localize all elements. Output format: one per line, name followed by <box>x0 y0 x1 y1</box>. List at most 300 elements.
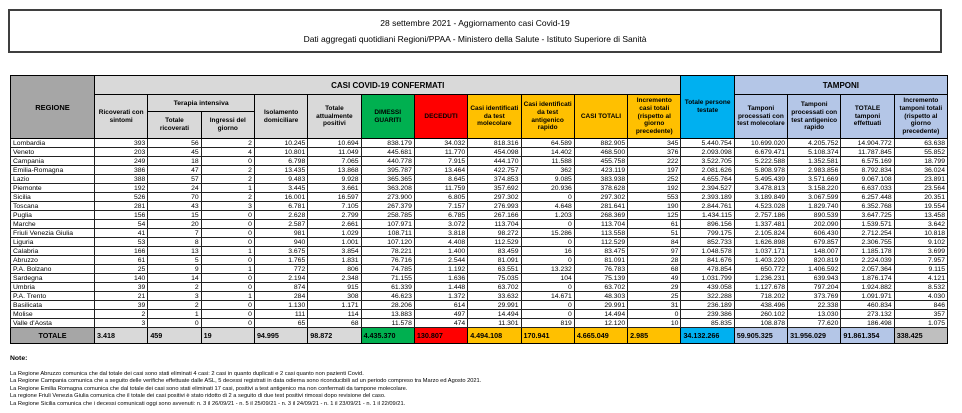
value-cell: 818.316 <box>468 139 521 148</box>
value-cell: 12.120 <box>574 319 627 328</box>
value-cell: 9.102 <box>894 238 947 247</box>
group-header-tamponi: TAMPONI <box>734 76 947 95</box>
value-cell: 852.733 <box>681 238 734 247</box>
value-cell: 378.628 <box>574 184 627 193</box>
value-cell: 249 <box>95 157 148 166</box>
value-cell: 9.928 <box>308 175 361 184</box>
table-row <box>11 265 948 274</box>
value-cell: 252 <box>628 175 681 184</box>
value-cell: 497 <box>414 310 467 319</box>
value-cell: 9.483 <box>254 175 307 184</box>
value-cell: 0 <box>201 301 254 310</box>
column-header-ti-totale: Totale ricoverati <box>148 112 201 139</box>
value-cell: 1.539.571 <box>841 220 894 229</box>
value-cell: 357.692 <box>468 184 521 193</box>
value-cell: 0 <box>521 283 574 292</box>
totale-label: TOTALE <box>11 328 95 344</box>
value-cell: 3.478.813 <box>734 184 787 193</box>
value-cell: 83.459 <box>468 247 521 256</box>
value-cell: 84 <box>628 238 681 247</box>
value-cell: 15.286 <box>521 229 574 238</box>
value-cell: 1.091.971 <box>841 292 894 301</box>
value-cell: 5.222.588 <box>734 157 787 166</box>
value-cell: 276.993 <box>468 202 521 211</box>
column-header-dimessi-guariti: DIMESSI GUARITI <box>361 95 414 139</box>
value-cell: 112.529 <box>574 238 627 247</box>
value-cell: 0 <box>201 220 254 229</box>
column-header-casi-molecolare: Casi identificati da test molecolare <box>468 95 521 139</box>
value-cell: 8.532 <box>894 283 947 292</box>
value-cell: 553 <box>628 193 681 202</box>
region-name-cell: Lombardia <box>11 139 95 148</box>
covid-data-table <box>10 75 948 344</box>
value-cell: 70 <box>148 193 201 202</box>
value-cell: 6.805 <box>414 193 467 202</box>
value-cell: 85.835 <box>681 319 734 328</box>
totale-value-cell: 94.995 <box>254 328 307 344</box>
value-cell: 1 <box>201 265 254 274</box>
value-cell: 192 <box>95 184 148 193</box>
value-cell: 4.408 <box>414 238 467 247</box>
value-cell: 718.202 <box>734 292 787 301</box>
value-cell: 78.221 <box>361 247 414 256</box>
value-cell: 10 <box>628 319 681 328</box>
value-cell: 890.539 <box>788 211 841 220</box>
region-name-cell: Abruzzo <box>11 256 95 265</box>
value-cell: 0 <box>201 283 254 292</box>
value-cell: 3.818 <box>414 229 467 238</box>
value-cell: 6.352.768 <box>841 202 894 211</box>
totale-value-cell: 98.872 <box>308 328 361 344</box>
value-cell: 14.494 <box>468 310 521 319</box>
value-cell: 148.007 <box>788 247 841 256</box>
value-cell: 33.632 <box>468 292 521 301</box>
value-cell: 16.597 <box>308 193 361 202</box>
value-cell: 1.029 <box>308 229 361 238</box>
value-cell: 1.001 <box>308 238 361 247</box>
report-title: 28 settembre 2021 - Aggiornamento casi Covid-19 <box>380 17 570 28</box>
value-cell: 83.475 <box>574 247 627 256</box>
totale-value-cell: 19 <box>201 328 254 344</box>
value-cell: 439.058 <box>681 283 734 292</box>
totale-value-cell: 34.132.266 <box>681 328 734 344</box>
value-cell: 75.139 <box>574 274 627 283</box>
value-cell: 1.448 <box>414 283 467 292</box>
value-cell: 236.189 <box>681 301 734 310</box>
value-cell: 1.434.115 <box>681 211 734 220</box>
value-cell: 4.523.028 <box>734 202 787 211</box>
value-cell: 14.494 <box>574 310 627 319</box>
value-cell: 97 <box>628 247 681 256</box>
value-cell: 197 <box>628 166 681 175</box>
value-cell: 3 <box>201 202 254 211</box>
value-cell: 2.194 <box>254 274 307 283</box>
column-header-incremento-tamponi: Incremento tamponi totali (rispetto al giorno precedente) <box>894 95 947 139</box>
value-cell: 13.232 <box>521 265 574 274</box>
value-cell: 4.205.752 <box>788 139 841 148</box>
value-cell: 3.571.669 <box>788 175 841 184</box>
table-row <box>11 211 948 220</box>
value-cell: 10.245 <box>254 139 307 148</box>
value-cell: 455.758 <box>574 157 627 166</box>
value-cell: 4.121 <box>894 274 947 283</box>
value-cell: 6.257.448 <box>841 193 894 202</box>
report-subtitle: Dati aggregati quotidiani Regioni/PPAA - Ministero della Salute - Istituto Superiore di Sanità <box>303 34 647 45</box>
region-name-cell: P.A. Bolzano <box>11 265 95 274</box>
column-header-tamponi-molecolare: Tamponi processati con test molecolare <box>734 95 787 139</box>
table-row <box>11 319 948 328</box>
table-row <box>11 193 948 202</box>
region-name-cell: Marche <box>11 220 95 229</box>
report-title-box <box>8 9 942 53</box>
value-cell: 5.808.978 <box>734 166 787 175</box>
value-cell: 166 <box>95 247 148 256</box>
region-name-cell: Calabria <box>11 247 95 256</box>
value-cell: 1.337.481 <box>734 220 787 229</box>
value-cell: 0 <box>628 310 681 319</box>
value-cell: 81.091 <box>574 256 627 265</box>
table-body <box>11 139 948 328</box>
value-cell: 0 <box>201 238 254 247</box>
value-cell: 7.065 <box>308 157 361 166</box>
value-cell: 1.075 <box>894 319 947 328</box>
value-cell: 20 <box>148 220 201 229</box>
value-cell: 2.661 <box>308 220 361 229</box>
value-cell: 606.430 <box>788 229 841 238</box>
column-header-ricoverati: Ricoverati con sintomi <box>95 95 148 139</box>
value-cell: 43 <box>148 202 201 211</box>
notes-section <box>10 355 950 408</box>
value-cell: 2.081.626 <box>681 166 734 175</box>
value-cell: 55.852 <box>894 148 947 157</box>
value-cell: 383.938 <box>574 175 627 184</box>
totale-value-cell: 4.665.049 <box>574 328 627 344</box>
value-cell: 10.699.020 <box>734 139 787 148</box>
value-cell: 41 <box>95 229 148 238</box>
value-cell: 63.702 <box>468 283 521 292</box>
value-cell: 393 <box>95 139 148 148</box>
table-row <box>11 166 948 175</box>
totale-value-cell: 4.494.108 <box>468 328 521 344</box>
value-cell: 68 <box>628 265 681 274</box>
value-cell: 2.393.189 <box>681 193 734 202</box>
value-cell: 65 <box>254 319 307 328</box>
value-cell: 846 <box>894 301 947 310</box>
value-cell: 61.339 <box>361 283 414 292</box>
value-cell: 896.156 <box>681 220 734 229</box>
value-cell: 3.072 <box>414 220 467 229</box>
value-cell: 29 <box>628 283 681 292</box>
totale-value-cell: 338.425 <box>894 328 947 344</box>
value-cell: 1 <box>201 292 254 301</box>
value-cell: 7 <box>148 229 201 238</box>
value-cell: 365.365 <box>361 175 414 184</box>
covid-data-table-wrap <box>10 75 948 344</box>
value-cell: 0 <box>201 256 254 265</box>
column-header-attualmente-positivi: Totale attualmente positivi <box>308 95 361 139</box>
value-cell: 6.575.169 <box>841 157 894 166</box>
value-cell: 53 <box>95 238 148 247</box>
value-cell: 11.770 <box>414 148 467 157</box>
value-cell: 57 <box>148 175 201 184</box>
value-cell: 4 <box>201 148 254 157</box>
value-cell: 1.876.174 <box>841 274 894 283</box>
value-cell: 841.676 <box>681 256 734 265</box>
value-cell: 113.558 <box>574 229 627 238</box>
value-cell: 0 <box>201 310 254 319</box>
note-line: La Regione Emilia Romagna comunica che dal totale dei casi sono stati eliminati 17 casi, positivi a test antigenico ma non confermati da tampone molecolare. <box>10 385 408 392</box>
value-cell: 373.769 <box>788 292 841 301</box>
totale-row <box>11 328 948 344</box>
value-cell: 63.551 <box>468 265 521 274</box>
value-cell: 444.170 <box>468 157 521 166</box>
value-cell: 474 <box>414 319 467 328</box>
value-cell: 36.024 <box>894 166 947 175</box>
table-row <box>11 139 948 148</box>
region-name-cell: Liguria <box>11 238 95 247</box>
value-cell: 374.853 <box>468 175 521 184</box>
value-cell: 422.757 <box>468 166 521 175</box>
column-header-tamponi-totale: TOTALE tamponi effettuati <box>841 95 894 139</box>
value-cell: 140 <box>95 274 148 283</box>
value-cell: 108.711 <box>361 229 414 238</box>
value-cell: 819 <box>521 319 574 328</box>
region-name-cell: Campania <box>11 157 95 166</box>
value-cell: 13.030 <box>788 310 841 319</box>
value-cell: 820.819 <box>788 256 841 265</box>
value-cell: 13.458 <box>894 211 947 220</box>
value-cell: 2.306.755 <box>841 238 894 247</box>
value-cell: 2.628 <box>254 211 307 220</box>
value-cell: 981 <box>254 229 307 238</box>
value-cell: 267.379 <box>361 202 414 211</box>
value-cell: 468.500 <box>574 148 627 157</box>
value-cell: 639.943 <box>788 274 841 283</box>
value-cell: 1.185.178 <box>841 247 894 256</box>
value-cell: 273.900 <box>361 193 414 202</box>
value-cell: 113.704 <box>574 220 627 229</box>
value-cell: 0 <box>521 193 574 202</box>
value-cell: 8.645 <box>414 175 467 184</box>
value-cell: 2 <box>201 166 254 175</box>
value-cell: 1.203 <box>521 211 574 220</box>
value-cell: 10.818 <box>894 229 947 238</box>
value-cell: 8 <box>148 238 201 247</box>
value-cell: 2.544 <box>414 256 467 265</box>
table-row <box>11 292 948 301</box>
value-cell: 9.115 <box>894 265 947 274</box>
value-cell: 8.792.834 <box>841 166 894 175</box>
value-cell: 68 <box>308 319 361 328</box>
value-cell: 13.464 <box>414 166 467 175</box>
region-name-cell: Emilia-Romagna <box>11 166 95 175</box>
region-name-cell: Sardegna <box>11 274 95 283</box>
value-cell: 9 <box>148 265 201 274</box>
value-cell: 13.435 <box>254 166 307 175</box>
value-cell: 2.105.824 <box>734 229 787 238</box>
value-cell: 18 <box>148 157 201 166</box>
table-row <box>11 157 948 166</box>
value-cell: 258.785 <box>361 211 414 220</box>
value-cell: 0 <box>201 157 254 166</box>
value-cell: 357 <box>894 310 947 319</box>
column-header-incremento-casi: Incremento casi totali (rispetto al giorno precedente) <box>628 95 681 139</box>
value-cell: 1 <box>148 310 201 319</box>
value-cell: 61 <box>628 220 681 229</box>
value-cell: 64.589 <box>521 139 574 148</box>
value-cell: 882.905 <box>574 139 627 148</box>
value-cell: 28 <box>628 256 681 265</box>
totale-value-cell: 170.941 <box>521 328 574 344</box>
value-cell: 0 <box>201 211 254 220</box>
value-cell: 526 <box>95 193 148 202</box>
value-cell: 386 <box>95 166 148 175</box>
value-cell: 1.831 <box>308 256 361 265</box>
value-cell: 104 <box>521 274 574 283</box>
value-cell: 31 <box>628 301 681 310</box>
value-cell: 16 <box>521 247 574 256</box>
value-cell: 2 <box>201 193 254 202</box>
value-cell: 19.554 <box>894 202 947 211</box>
value-cell: 11.759 <box>414 184 467 193</box>
note-line: La regione Friuli Venezia Giulia comunica che il totale dei casi positivi è stato ridotto di 2 a seguito di due test positivi rimossi dopo revisione del caso. <box>10 393 386 400</box>
value-cell: 772 <box>254 265 307 274</box>
region-name-cell: Umbria <box>11 283 95 292</box>
note-line: La Regione Campania comunica che a seguito delle verifiche effettuate dalle ASL, 5 decessi registrati in data odierna sono riconducibili ad un periodo compreso tra Marzo ed Agosto 2021. <box>10 378 482 385</box>
value-cell: 239.386 <box>681 310 734 319</box>
value-cell: 34.032 <box>414 139 467 148</box>
value-cell: 1.924.882 <box>841 283 894 292</box>
value-cell: 203 <box>95 148 148 157</box>
value-cell: 39 <box>95 283 148 292</box>
value-cell: 1 <box>201 247 254 256</box>
column-header-casi-totali: CASI TOTALI <box>574 95 627 139</box>
value-cell: 3 <box>148 292 201 301</box>
value-cell: 114 <box>308 310 361 319</box>
value-cell: 0 <box>201 319 254 328</box>
value-cell: 111 <box>254 310 307 319</box>
value-cell: 0 <box>148 319 201 328</box>
value-cell: 112.529 <box>468 238 521 247</box>
region-name-cell: Puglia <box>11 211 95 220</box>
value-cell: 11.588 <box>521 157 574 166</box>
region-name-cell: Sicilia <box>11 193 95 202</box>
column-header-ti-ingressi: Ingressi del giorno <box>201 112 254 139</box>
value-cell: 395.787 <box>361 166 414 175</box>
region-name-cell: Piemonte <box>11 184 95 193</box>
value-cell: 438.496 <box>734 301 787 310</box>
value-cell: 297.302 <box>574 193 627 202</box>
value-cell: 268.369 <box>574 211 627 220</box>
value-cell: 2.799 <box>308 211 361 220</box>
column-header-tamponi-antigenico: Tamponi processati con test antigenico rapido <box>788 95 841 139</box>
table-row <box>11 202 948 211</box>
value-cell: 1.352.581 <box>788 157 841 166</box>
value-cell: 267.166 <box>468 211 521 220</box>
value-cell: 186.498 <box>841 319 894 328</box>
value-cell: 445.681 <box>361 148 414 157</box>
value-cell: 1.403.220 <box>734 256 787 265</box>
value-cell: 47 <box>148 166 201 175</box>
value-cell: 3.854 <box>308 247 361 256</box>
totale-value-cell: 2.985 <box>628 328 681 344</box>
value-cell: 2.844.761 <box>681 202 734 211</box>
region-name-cell: Toscana <box>11 202 95 211</box>
value-cell: 63.702 <box>574 283 627 292</box>
value-cell: 29.991 <box>574 301 627 310</box>
value-cell: 28.206 <box>361 301 414 310</box>
value-cell: 3.675 <box>254 247 307 256</box>
value-cell: 51 <box>628 229 681 238</box>
value-cell: 1.037.171 <box>734 247 787 256</box>
column-header-persone-testate: Totale persone testate <box>681 76 734 139</box>
table-row <box>11 220 948 229</box>
value-cell: 2.224.039 <box>841 256 894 265</box>
table-row <box>11 274 948 283</box>
value-cell: 3.642 <box>894 220 947 229</box>
value-cell: 63.638 <box>894 139 947 148</box>
table-row <box>11 256 948 265</box>
totale-value-cell: 59.905.325 <box>734 328 787 344</box>
value-cell: 5 <box>148 256 201 265</box>
value-cell: 1.031.799 <box>681 274 734 283</box>
value-cell: 2 <box>201 175 254 184</box>
value-cell: 423.119 <box>574 166 627 175</box>
value-cell: 23.564 <box>894 184 947 193</box>
value-cell: 107.120 <box>361 238 414 247</box>
value-cell: 6.637.033 <box>841 184 894 193</box>
value-cell: 1.192 <box>414 265 467 274</box>
value-cell: 76.783 <box>574 265 627 274</box>
value-cell: 7.105 <box>308 202 361 211</box>
value-cell: 156 <box>95 211 148 220</box>
value-cell: 460.834 <box>841 301 894 310</box>
table-row <box>11 184 948 193</box>
value-cell: 45 <box>148 148 201 157</box>
value-cell: 13.883 <box>361 310 414 319</box>
value-cell: 7.157 <box>414 202 467 211</box>
value-cell: 3.647.725 <box>841 211 894 220</box>
value-cell: 11.578 <box>361 319 414 328</box>
value-cell: 1.765 <box>254 256 307 265</box>
value-cell: 4.655.764 <box>681 175 734 184</box>
value-cell: 98.272 <box>468 229 521 238</box>
value-cell: 56 <box>148 139 201 148</box>
value-cell: 0 <box>521 238 574 247</box>
value-cell: 81.091 <box>468 256 521 265</box>
value-cell: 48.303 <box>574 292 627 301</box>
value-cell: 75.035 <box>468 274 521 283</box>
value-cell: 5.440.754 <box>681 139 734 148</box>
value-cell: 13 <box>148 247 201 256</box>
value-cell: 284 <box>254 292 307 301</box>
totale-value-cell: 4.435.370 <box>361 328 414 344</box>
value-cell: 2.057.364 <box>841 265 894 274</box>
value-cell: 799.175 <box>681 229 734 238</box>
totale-value-cell: 31.956.029 <box>788 328 841 344</box>
value-cell: 3.661 <box>308 184 361 193</box>
value-cell: 3 <box>95 319 148 328</box>
value-cell: 1.626.898 <box>734 238 787 247</box>
value-cell: 6.679.471 <box>734 148 787 157</box>
value-cell: 915 <box>308 283 361 292</box>
value-cell: 281.641 <box>574 202 627 211</box>
value-cell: 3.445 <box>254 184 307 193</box>
table-row <box>11 247 948 256</box>
value-cell: 1.406.592 <box>788 265 841 274</box>
totale-value-cell: 91.861.354 <box>841 328 894 344</box>
value-cell: 3.522.705 <box>681 157 734 166</box>
